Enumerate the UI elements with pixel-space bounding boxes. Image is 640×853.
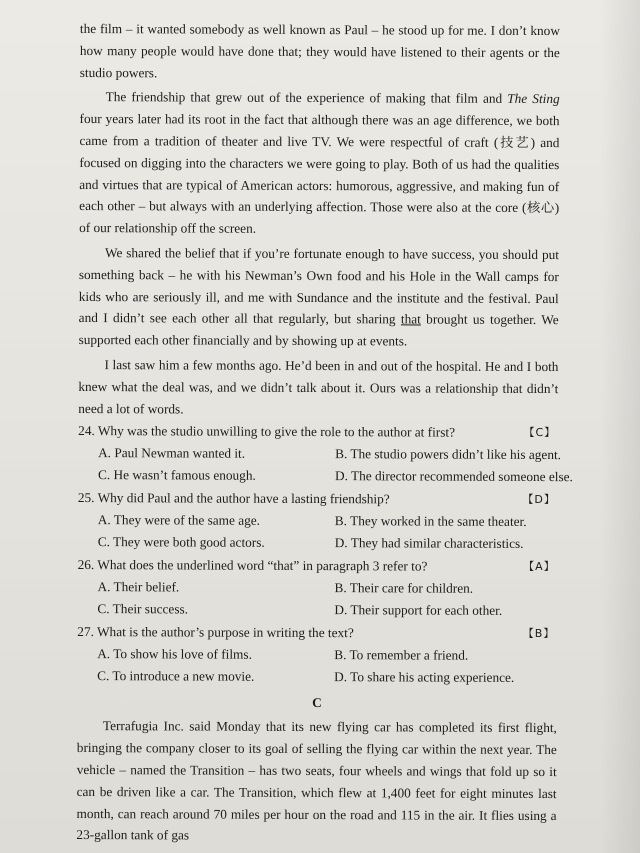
answer-key: 【A】: [523, 559, 556, 574]
question-26: [77, 554, 557, 622]
option-b: B. To remember a friend.: [334, 646, 469, 663]
page-content: [76, 18, 573, 848]
underlined-word: that: [400, 311, 421, 327]
question-stem: 26. What does the underlined word “that” in paragraph 3 refer to?: [77, 556, 428, 574]
answer-key: 【B】: [522, 626, 556, 640]
option-c: C. They were both good actors.: [97, 534, 265, 550]
option-a: A. They were of the same age.: [97, 512, 261, 528]
answer-key: 【D】: [522, 493, 556, 507]
option-a: A. Their belief.: [97, 578, 180, 595]
question-24: [78, 420, 573, 488]
option-c: C. Their success.: [97, 600, 189, 617]
option-d: D. Their support for each other.: [334, 601, 503, 618]
paragraph-text: four years later had its root in the fact that although there was an age difference, we both came from a tradition of theater and live TV. We were respectful of craft (技艺) and focused on digging into the characters we were going to play. Both of us had the qualities and virtues that are typical of American actors: humorous, aggressive, and making fun of each other – but always with an underlying affection. Those were also at the core (核心) of our relationship off the screen.: [79, 111, 560, 236]
option-b: B. They worked in the same theater.: [334, 513, 527, 529]
paragraph-last-saw: I last saw him a few months ago. He’d been in and out of the hospital. He and I both knew what the deal was, and we didn’t talk about it. Ours was a relationship that didn’t need a lot of words.: [78, 357, 559, 417]
question-stem: 25. Why did Paul and the author have a lasting friendship?: [77, 490, 390, 507]
option-c: C. To introduce a new movie.: [97, 667, 255, 684]
option-b: B. Their care for children.: [334, 579, 474, 596]
option-d: D. They had similar characteristics.: [334, 535, 524, 551]
paragraph-text: The friendship that grew out of the experience of making that film and: [105, 89, 508, 107]
paragraph-friendship: [79, 86, 560, 241]
film-title: The Sting: [507, 91, 560, 107]
option-b: B. The studio powers didn’t like his agent.: [335, 446, 562, 463]
option-a: A. Paul Newman wanted it.: [98, 445, 246, 461]
option-d: D. To share his acting experience.: [334, 668, 515, 685]
option-a: A. To show his love of films.: [97, 645, 252, 662]
paragraph-continued: the film – it wanted somebody as well known as Paul – he stood up for me. I don’t know how many people would have done that; they would have listened to their agents or the studio powers.: [79, 20, 560, 80]
question-stem: 24. Why was the studio unwilling to give the role to the author at first?: [78, 423, 456, 440]
paragraph-passage-c: Terrafugia Inc. said Monday that its new flying car has completed its first flight, bringing the company closer to its goal of selling the flying car within the next year. The vehicle – named the Transition – has two seats, four wheels and wings that fold up so it can be driven like a car. The Transition, which flew at 1,400 feet for eight minutes last month, can reach around 70 miles per hour on the road and 115 in the air. It flies using a 23-gallon tank of gas: [76, 718, 557, 843]
option-c: C. He wasn’t famous enough.: [97, 467, 256, 483]
answer-key: 【C】: [523, 426, 557, 440]
question-27: [77, 621, 557, 689]
paragraph-text: brought us together. We supported each other financially and by showing up at events.: [78, 311, 559, 349]
page-shadow: [600, 0, 640, 853]
question-stem: 27. What is the author’s purpose in writing the text?: [77, 623, 354, 640]
section-heading: C: [312, 694, 322, 710]
paragraph-text: We shared the belief that if you’re fortunate enough to have success, you should put something back – he with his Newman’s Own food and his Hole in the Wall camps for kids who are seriously ill, and me with Sundance and the institute and the festival. Paul and I didn’t see each other all that regularly, but sharing: [78, 245, 560, 327]
paragraph-shared-belief: [79, 242, 559, 353]
question-25: [78, 487, 558, 555]
option-d: D. The director recommended someone else.: [334, 468, 573, 485]
